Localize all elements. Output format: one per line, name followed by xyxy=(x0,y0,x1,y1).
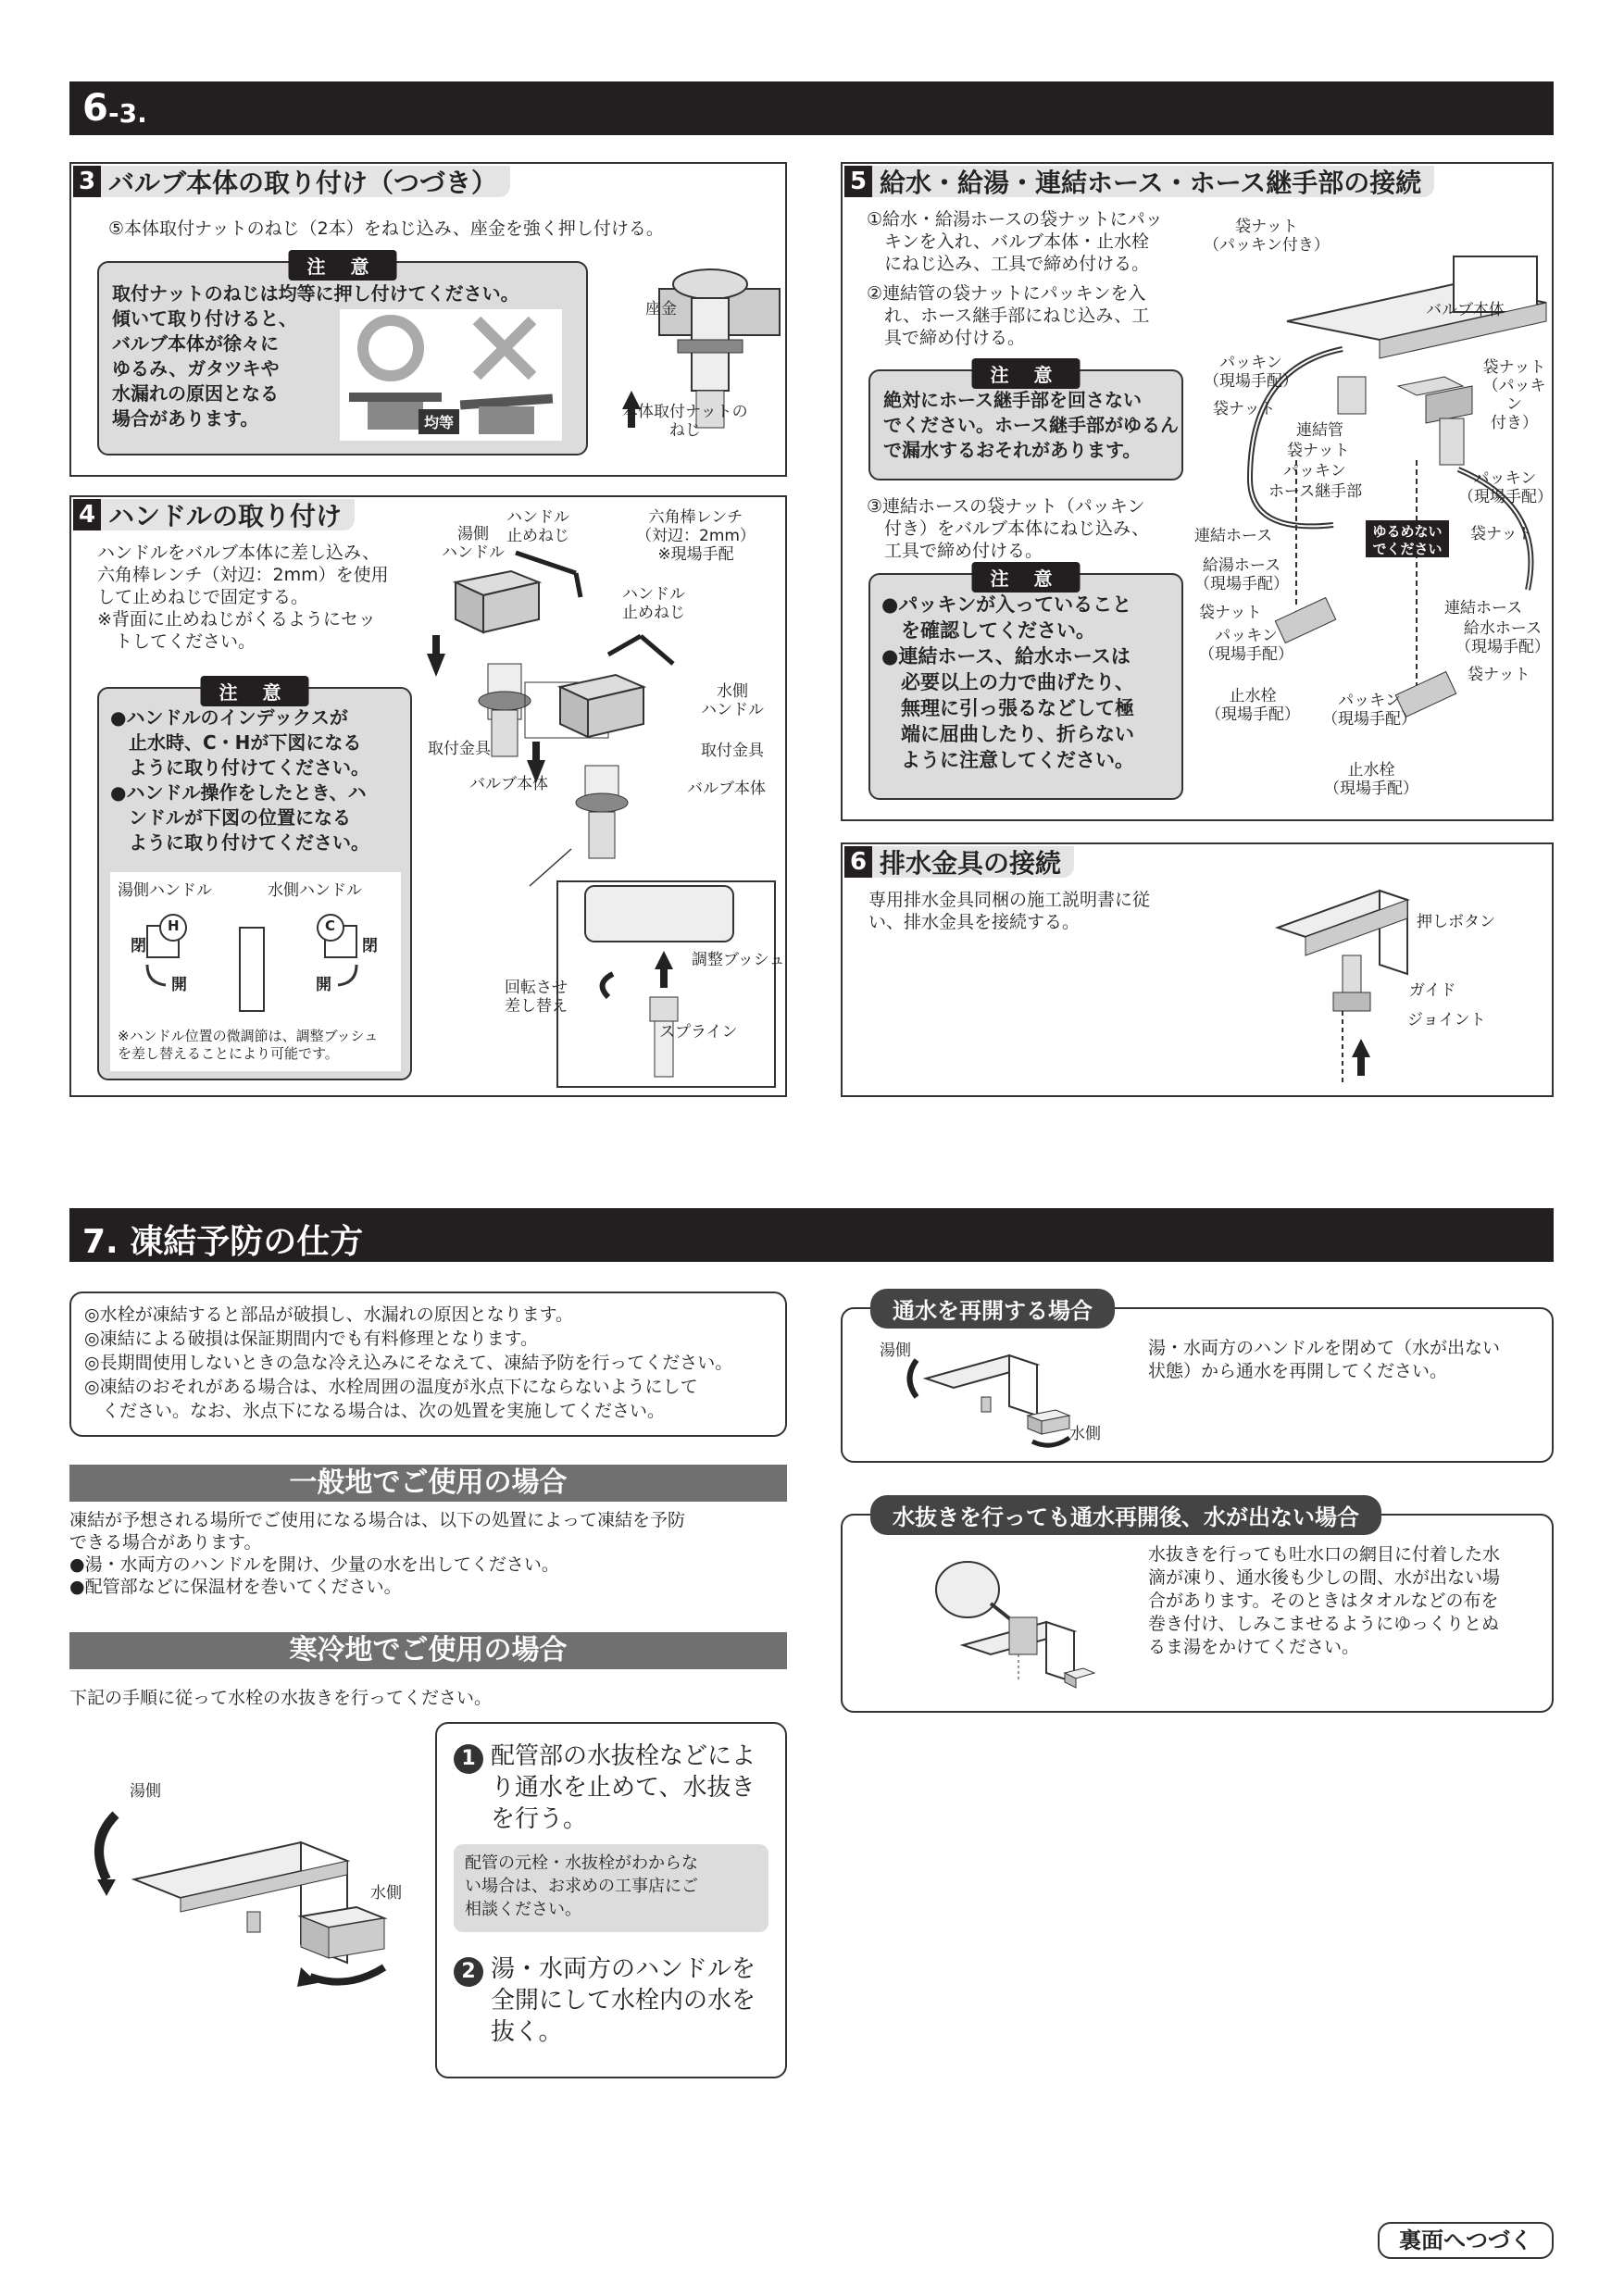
label-18: 止水栓 （現場手配） xyxy=(1324,761,1418,798)
caution-head: 注 意 xyxy=(972,358,1081,389)
freeze-intro-text: ◎水栓が凍結すると部品が破損し、水漏れの原因となります。 ◎凍結による破損は保証期間内でも有料修理となります。 ◎長期間使用しないときの急な冷え込みにそなえて、凍結予防を行ってください。 ◎凍結のおそれがある場合は、水栓周囲の温度が氷点下にならないようにして ください。なお、氷点下になる場合は、次の処置を実施してください。 xyxy=(84,1304,733,1421)
label-stop-screw: ハンドル 止めねじ xyxy=(506,508,569,545)
continued-on-back: 裏面へつづく xyxy=(1378,2222,1554,2259)
step-1-number: 1 xyxy=(454,1744,483,1774)
section-3-step: ⑤本体取付ナットのねじ（2本）をねじ込み、座金を強く押し付ける。 xyxy=(108,218,664,239)
label-16: 止水栓 （現場手配） xyxy=(1206,687,1300,724)
caution-body: ●ハンドルのインデックスが 止水時、C・Hが下図になる ように取り付けてください。 ●ハンドル操作をしたとき、ハ ンドルが下図の位置になる ように取り付けてください。 xyxy=(110,706,369,854)
caution-head: 注 意 xyxy=(201,676,309,706)
section-3-caution xyxy=(97,256,588,455)
resume-cold-label: 水側 xyxy=(1069,1425,1101,1443)
tilt-illustration xyxy=(340,309,562,441)
label-bush: 調整ブッシュ xyxy=(692,951,785,969)
equal-label: 均等 xyxy=(418,409,459,434)
label-zagane: 座金 xyxy=(645,300,677,318)
section-5-step-3: ③連結ホースの袋ナット（パッキン 付き）をバルブ本体にねじ込み、 工具で締め付ける。 xyxy=(867,496,1150,561)
label-hot-side: 湯側 xyxy=(130,1782,161,1801)
general-use-body: 凍結が予想される場所でご使用になる場合は、以下の処置によって凍結を予防 できる場合があります。 ●湯・水両方のハンドルを開け、少量の水を出してください。 ●配管部などに保温材を巻いてください。 xyxy=(69,1510,686,1597)
section-4-body: ハンドルをバルブ本体に差し込み、 六角棒レンチ（対辺：2mm）を使用 して止めねじで固定する。 ※背面に止めねじがくるようにセッ トしてください。 xyxy=(97,543,389,652)
label-4: パッキン （現場手配） xyxy=(1204,354,1298,391)
warning-label: ゆるめない でください xyxy=(1372,523,1443,557)
no-water-box xyxy=(841,1504,1554,1713)
cold-handle-label: 水側ハンドル xyxy=(268,881,362,900)
step-2-number: 2 xyxy=(454,1957,483,1987)
open-label-cold: 開 xyxy=(316,976,331,994)
cold-region-body: 下記の手順に従って水栓の水抜きを行ってください。 xyxy=(69,1688,493,1708)
step-2-text: 湯・水両方のハンドルを 全開にして水栓内の水を 抜く。 xyxy=(491,1955,756,2046)
caution-body: ●パッキンが入っていること を確認してください。 ●連結ホース、給水ホースは 必要以上の力で曲げたり、 無理に引っ張るなどして極 端に屈曲したり、折らない ように注意してください。 xyxy=(881,593,1134,771)
label-14: 袋ナット xyxy=(1199,604,1262,622)
section-5-step-1: ①給水・給湯ホースの袋ナットにパッ キンを入れ、バルブ本体・止水栓 にねじ込み、工具で締め付ける。 xyxy=(867,209,1163,274)
section-5-caution-1 xyxy=(868,364,1183,480)
label-valve-2: バルブ本体 xyxy=(687,780,766,798)
label-cold-side: 水側 xyxy=(370,1884,402,1903)
label-hot-handle: 湯側 ハンドル xyxy=(442,525,505,562)
label-guide: ガイド xyxy=(1409,981,1456,1000)
label-push-button: 押しボタン xyxy=(1417,913,1495,931)
label-1: 袋ナット （パッキン付き） xyxy=(1204,218,1330,255)
label-7: 袋ナット xyxy=(1287,442,1350,460)
handle-note: ※ハンドル位置の微調節は、調整ブッシュ を差し替えることにより可能です。 xyxy=(118,1028,379,1062)
caution-body: 取付ナットのねじは均等に押し付けてください。 傾いて取り付けると、 バルブ本体が徐々に ゆるみ、ガタツキや 水漏れの原因となる 場合があります。 xyxy=(112,282,519,430)
section-6-panel xyxy=(841,842,1554,1097)
section-6-number: 6 xyxy=(82,87,108,130)
step-1-text: 配管部の水抜栓などによ り通水を止めて、水抜き を行う。 xyxy=(491,1742,756,1833)
label-12: 連結ホース xyxy=(1194,527,1273,545)
freeze-intro-box xyxy=(69,1292,787,1437)
close-label-cold: 閉 xyxy=(362,937,378,955)
label-20: 給水ホース （現場手配） xyxy=(1455,619,1550,656)
caution-body: 絶対にホース継手部を回さない でください。ホース継手部がゆるん で漏水するおそれがあります。 xyxy=(883,389,1179,461)
section-5-panel xyxy=(841,162,1554,821)
label-fitting: 取付金具 xyxy=(428,740,491,758)
open-label-hot: 開 xyxy=(171,976,187,994)
section-6-title: 6 排水金具の接続 xyxy=(844,846,1074,878)
caution-head: 注 意 xyxy=(972,562,1081,593)
label-2: バルブ本体 xyxy=(1426,301,1505,319)
label-11: 袋ナット xyxy=(1470,525,1533,543)
handle-assembly-illustration xyxy=(423,516,784,1090)
step-1-note: 配管の元栓・水抜栓がわからな い場合は、お求めの工事店にご 相談ください。 xyxy=(454,1844,768,1932)
label-21: 袋ナット xyxy=(1468,666,1530,684)
label-nut: 本体取付ナットの ねじ xyxy=(622,403,748,440)
resume-water-title: 通水を再開する場合 xyxy=(870,1289,1115,1329)
section-5-step-2: ②連結管の袋ナットにパッキンを入 れ、ホース継手部にねじ込み、工 具で締め付ける。 xyxy=(867,283,1150,348)
resume-water-box xyxy=(841,1298,1554,1463)
hot-handle-label: 湯側ハンドル xyxy=(118,881,212,900)
c-mark: C xyxy=(325,917,336,934)
section-3-panel xyxy=(69,162,787,477)
label-6: 連結管 xyxy=(1296,421,1343,440)
resume-water-body: 湯・水両方のハンドルを閉めて（水が出ない 状態）から通水を再開してください。 xyxy=(1148,1338,1501,1381)
label-3: 袋ナット （パッキン 付き） xyxy=(1482,358,1546,432)
kettle-towel-illustration xyxy=(926,1553,1111,1701)
section-5-caution-2 xyxy=(868,568,1183,800)
cold-region-title: 寒冷地でご使用の場合 xyxy=(69,1632,787,1669)
section-4-title: 4 ハンドルの取り付け xyxy=(73,499,355,530)
resume-hot-label: 湯側 xyxy=(880,1341,911,1360)
label-19: 連結ホース xyxy=(1444,599,1523,618)
label-9: ホース継手部 xyxy=(1268,482,1363,501)
caution-head: 注 意 xyxy=(289,250,397,281)
no-water-body: 水抜きを行っても吐水口の網目に付着した水 滴が凍り、通水後も少しの間、水が出ない場 合があります。そのときはタオルなどの布を 巻き付け、しみこませるようにゆっくりとぬ るま湯をかけてください。 xyxy=(1148,1544,1501,1657)
resume-faucet-illustration xyxy=(907,1341,1093,1453)
close-label-hot: 閉 xyxy=(131,937,146,955)
label-5: 袋ナット xyxy=(1213,400,1276,418)
section-7-title: 7. 凍結予防の仕方 xyxy=(82,1223,364,1261)
label-cold-handle: 水側 ハンドル xyxy=(701,682,764,719)
label-fitting-2: 取付金具 xyxy=(701,742,764,760)
section-4-caution xyxy=(97,681,412,1080)
h-mark: H xyxy=(168,917,180,934)
label-rotate: 回転させ 差し替え xyxy=(505,979,568,1016)
label-13: 給湯ホース （現場手配） xyxy=(1194,556,1289,593)
drain-steps-box xyxy=(435,1722,787,2078)
handle-index-icon xyxy=(110,872,401,1020)
section-3-title: 3 バルブ本体の取り付け（つづき） xyxy=(73,166,510,197)
general-use-title: 一般地でご使用の場合 xyxy=(69,1465,787,1502)
label-15: パッキン （現場手配） xyxy=(1199,627,1293,664)
label-17: パッキン （現場手配） xyxy=(1322,692,1417,729)
section-6-subnumber: -3. xyxy=(108,98,147,129)
label-wrench: 六角棒レンチ （対辺：2mm） ※現場手配 xyxy=(636,508,756,564)
label-stop-screw-2: ハンドル 止めねじ xyxy=(622,585,685,622)
no-water-title: 水抜きを行っても通水再開後、水が出ない場合 xyxy=(870,1495,1381,1535)
section-4-panel xyxy=(69,495,787,1097)
section-5-title: 5 給水・給湯・連結ホース・ホース継手部の接続 xyxy=(844,166,1434,197)
label-valve: バルブ本体 xyxy=(469,775,548,793)
label-10: パッキン （現場手配） xyxy=(1458,469,1553,506)
label-joint: ジョイント xyxy=(1407,1011,1486,1029)
section-7-header xyxy=(69,1208,1554,1262)
label-8: パッキン xyxy=(1283,462,1346,480)
handle-position-diagram xyxy=(110,872,401,1071)
section-6-body: 専用排水金具同梱の施工説明書に従 い、排水金具を接続する。 xyxy=(868,890,1151,932)
label-spline: スプライン xyxy=(659,1023,738,1042)
section-6-header xyxy=(69,81,1554,135)
